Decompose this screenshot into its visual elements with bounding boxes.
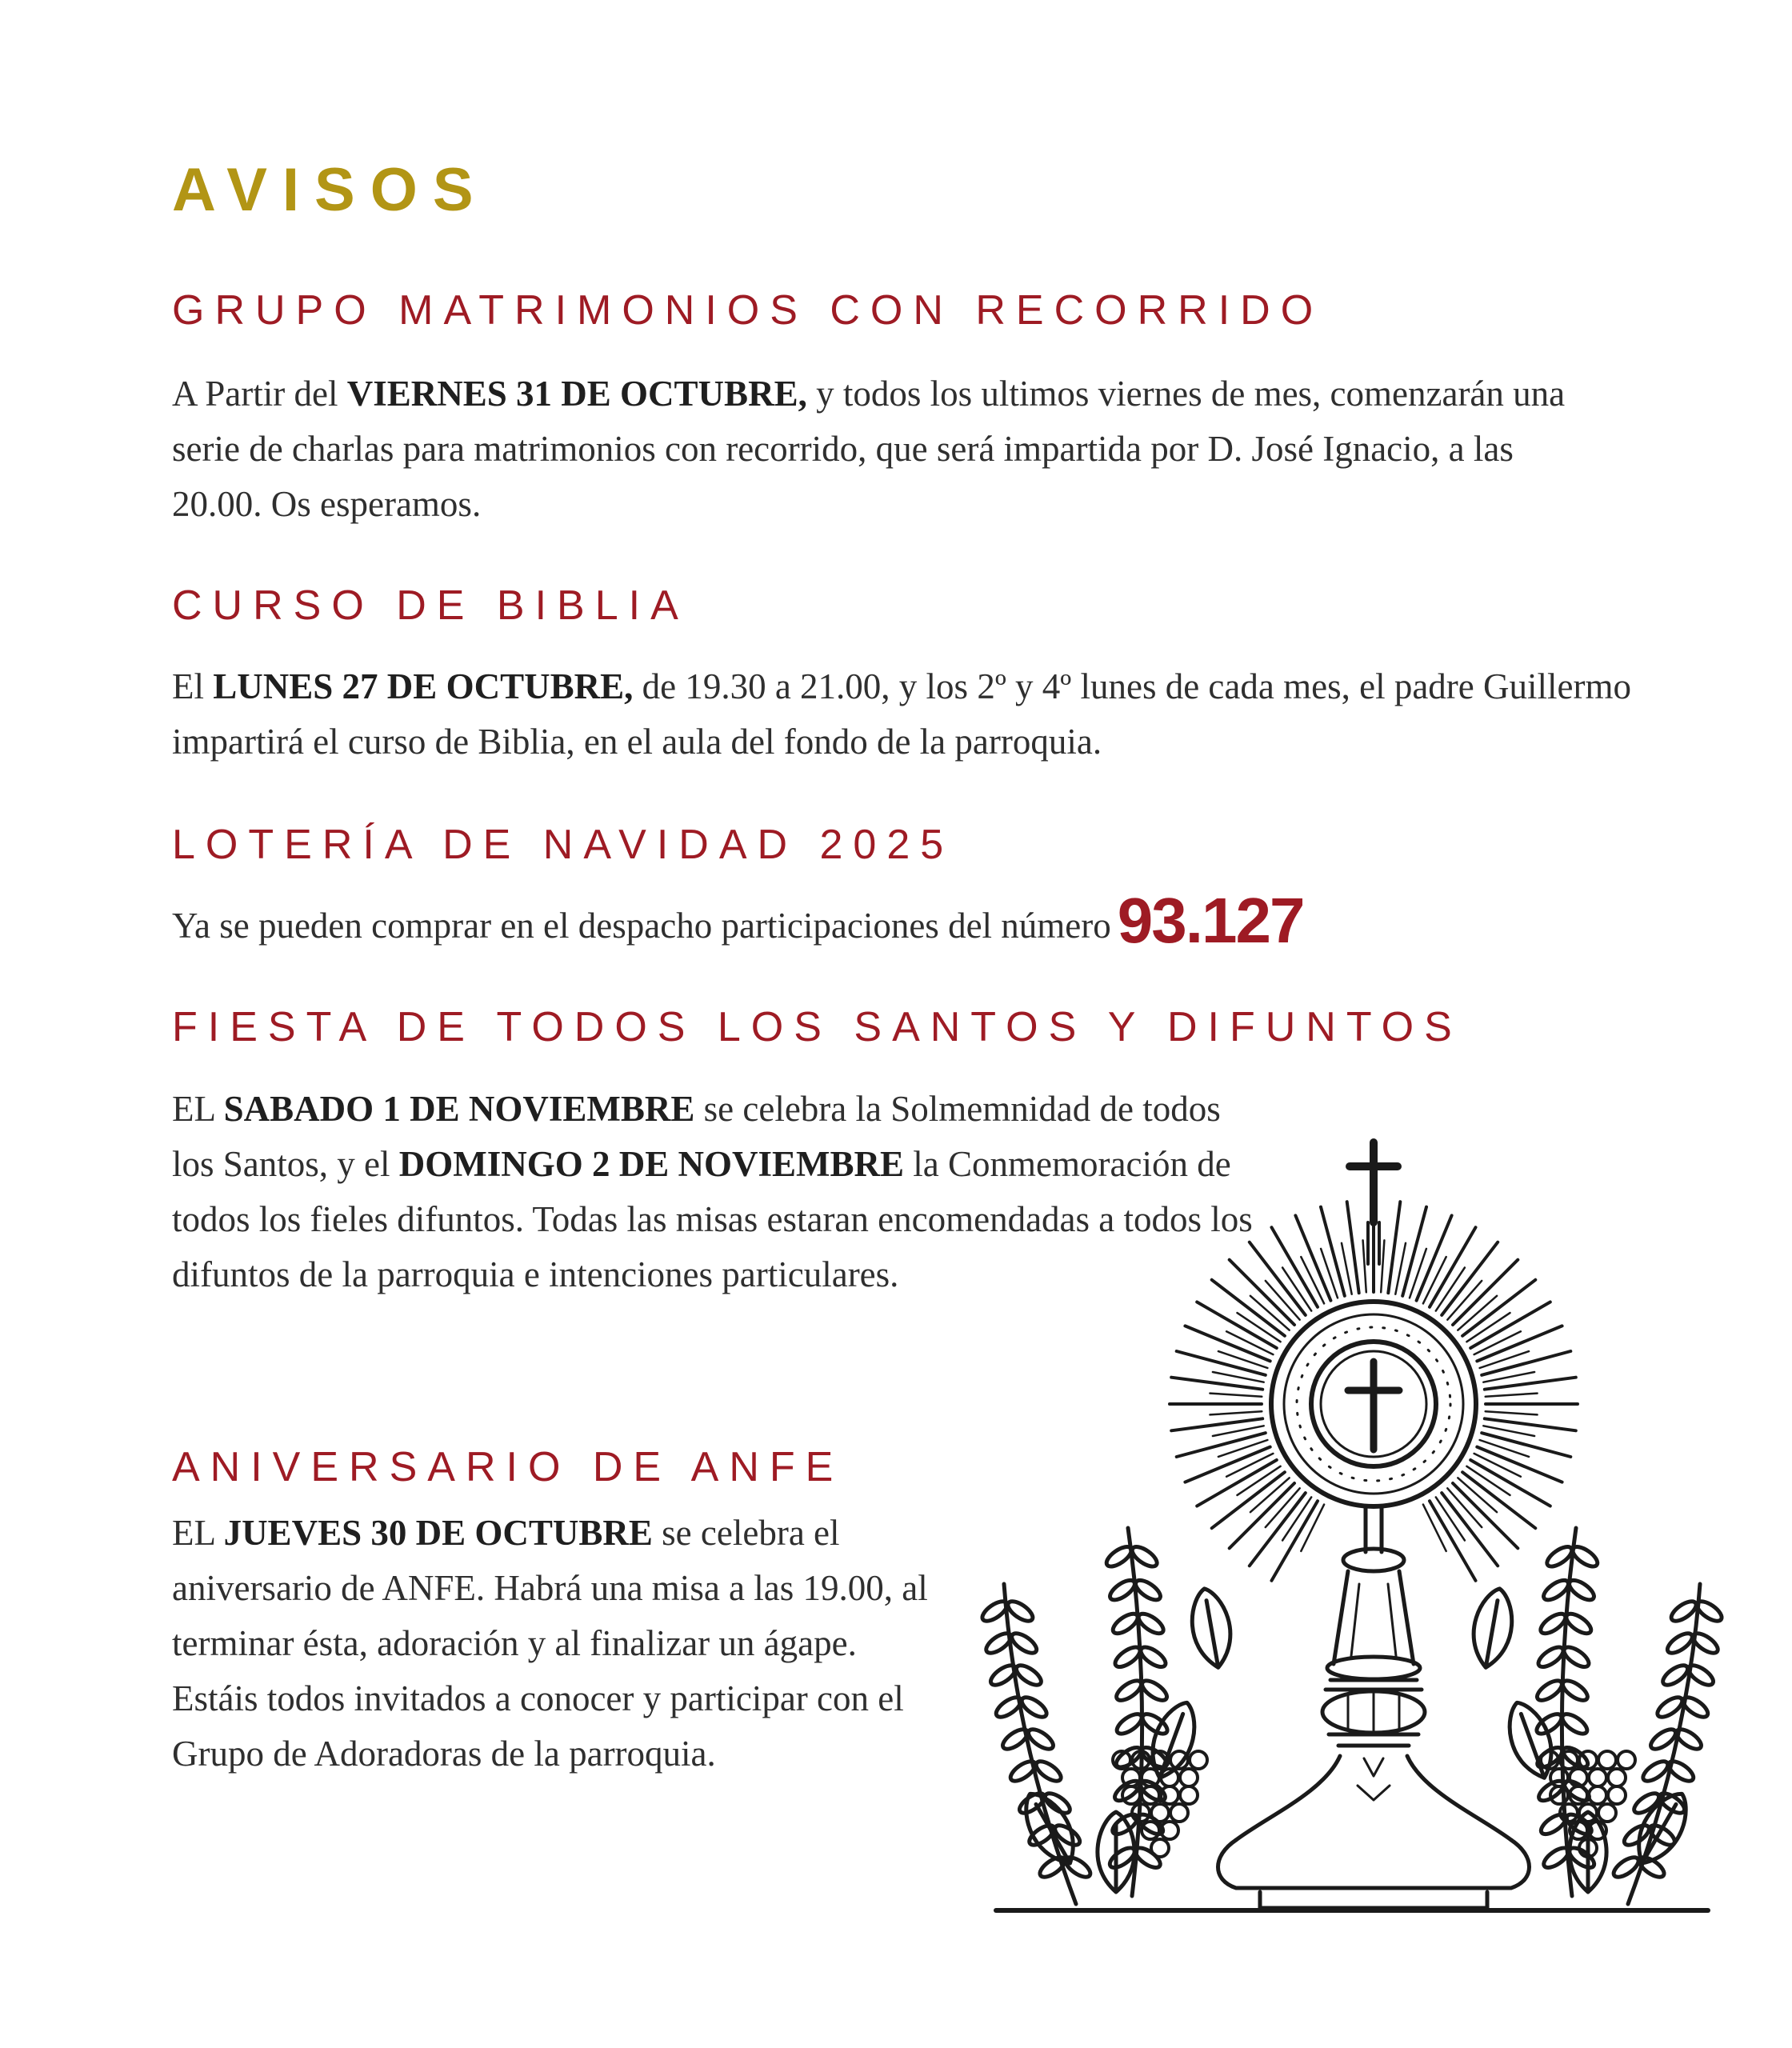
heading-curso-biblia: CURSO DE BIBLIA <box>172 582 689 629</box>
heading-todos-santos: FIESTA DE TODOS LOS SANTOS Y DIFUNTOS <box>172 1004 1462 1050</box>
heading-grupo-matrimonios: GRUPO MATRIMONIOS CON RECORRIDO <box>172 287 1324 334</box>
paragraph-todos-santos: EL SABADO 1 DE NOVIEMBRE se celebra la Solmemnidad de todos los Santos, y el DOMINGO 2 DE NOVIEMBRE la Conmemoración de todos los fieles difuntos. Todas las misas estaran encomendadas a todos los difuntos de la parroquia e intenciones particulares. <box>172 1089 1253 1294</box>
page-title: AVISOS <box>172 156 489 224</box>
paragraph-grupo-matrimonios: A Partir del VIERNES 31 DE OCTUBRE, y todos los ultimos viernes de mes, comenzarán una serie de charlas para matrimonios con recorrido, que será impartida por D. José Ignacio, a las 20.00. Os esperamos. <box>172 374 1566 524</box>
heading-loteria: LOTERÍA DE NAVIDAD 2025 <box>172 822 954 868</box>
paragraph-curso-biblia: El LUNES 27 DE OCTUBRE, de 19.30 a 21.00, y los 2º y 4º lunes de cada mes, el padre Guillermo impartirá el curso de Biblia, en el aula del fondo de la parroquia. <box>172 666 1631 762</box>
monstrance-icon <box>972 1136 1732 1928</box>
heading-aniversario-anfe: ANIVERSARIO DE ANFE <box>172 1444 844 1490</box>
paragraph-loteria: Ya se pueden comprar en el despacho participaciones del número 93.127 <box>172 885 1304 956</box>
lottery-number: 93.127 <box>1117 885 1304 956</box>
paragraph-aniversario-anfe: EL JUEVES 30 DE OCTUBRE se celebra el aniversario de ANFE. Habrá una misa a las 19.00, al terminar ésta, adoración y al finalizar un ágape. Estáis todos invitados a conocer y participar con el Grupo de Adoradoras de la parroquia. <box>172 1513 928 1774</box>
